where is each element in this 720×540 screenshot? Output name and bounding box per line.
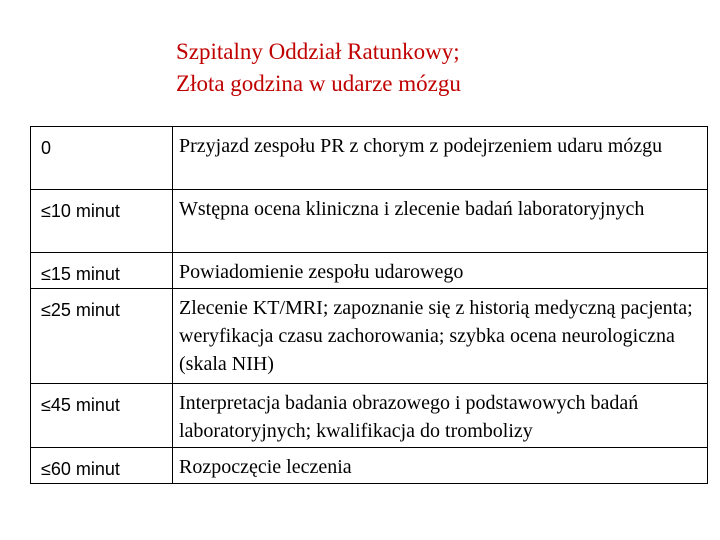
title-line-1: Szpitalny Oddział Ratunkowy; bbox=[176, 39, 460, 64]
slide-title bbox=[176, 36, 461, 100]
time-cell: ≤45 minut bbox=[31, 384, 173, 448]
description-cell: Interpretacja badania obrazowego i podstawowych badań laboratoryjnych; kwalifikacja do trombolizy bbox=[173, 384, 708, 448]
table-row bbox=[31, 448, 708, 484]
time-cell: ≤10 minut bbox=[31, 190, 173, 253]
table-row bbox=[31, 384, 708, 448]
description-cell: Powiadomienie zespołu udarowego bbox=[173, 253, 708, 289]
table-row bbox=[31, 289, 708, 384]
timeline-table bbox=[30, 126, 708, 484]
time-cell: ≤60 minut bbox=[31, 448, 173, 484]
description-cell: Przyjazd zespołu PR z chorym z podejrzeniem udaru mózgu bbox=[173, 127, 708, 190]
description-cell: Rozpoczęcie leczenia bbox=[173, 448, 708, 484]
table-row bbox=[31, 127, 708, 190]
time-cell: 0 bbox=[31, 127, 173, 190]
description-cell: Zlecenie KT/MRI; zapoznanie się z historią medyczną pacjenta; weryfikacja czasu zachorowania; szybka ocena neurologiczna (skala NIH) bbox=[173, 289, 708, 384]
title-line-2: Złota godzina w udarze mózgu bbox=[176, 71, 461, 96]
time-cell: ≤25 minut bbox=[31, 289, 173, 384]
time-cell: ≤15 minut bbox=[31, 253, 173, 289]
description-cell: Wstępna ocena kliniczna i zlecenie badań laboratoryjnych bbox=[173, 190, 708, 253]
table-row bbox=[31, 253, 708, 289]
table-row bbox=[31, 190, 708, 253]
